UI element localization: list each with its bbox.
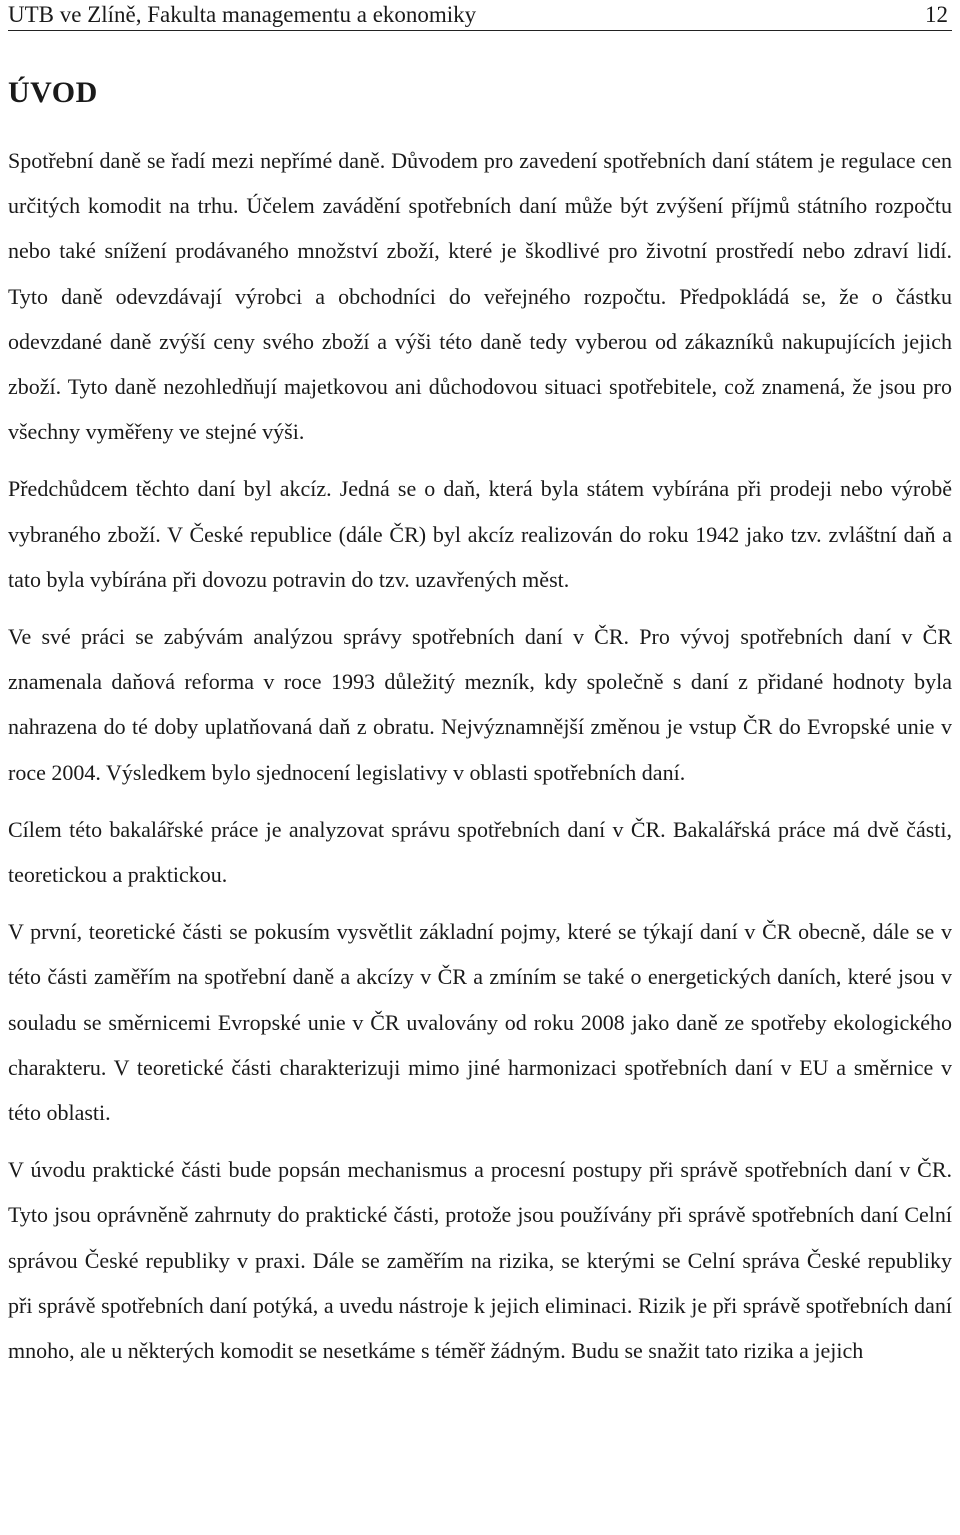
- page-number: 12: [925, 2, 948, 27]
- paragraph-4: Cílem této bakalářské práce je analyzovat správu spotřebních daní v ČR. Bakalářská práce má dvě části, teoretickou a praktickou.: [8, 816, 952, 888]
- paragraph-6: V úvodu praktické části bude popsán mechanismus a procesní postupy při správě spotřebních daní v ČR. Tyto jsou oprávněně zahrnuty do praktické části, protože jsou používány při správě spotřebních daní Celní správou České republiky v praxi. Dále se zaměřím na rizika, se kterými se Celní správa České republiky při správě spotřebních daní potýká, a uvedu nástroje k jejich eliminaci. Rizik je při správě spotřebních daní mnoho, ale u některých komodit se nesetkáme s téměř žádným. Budu se snažit tato rizika a jejich: [8, 1157, 952, 1364]
- page-header: [8, 0, 952, 31]
- paragraph-5: V první, teoretické části se pokusím vysvětlit základní pojmy, které se týkají daní v ČR obecně, dále se v této části zaměřím na spotřební daně a akcízy v ČR a zmíním se také o energetických daních, které jsou v souladu se směrnicemi Evropské unie v ČR uvalovány od roku 2008 jako daně ze spotřeby ekologického charakteru. V teoretické části charakterizuji mimo jiné harmonizaci spotřebních daní v EU a směrnice v této oblasti.: [8, 919, 952, 1126]
- body-text: [8, 138, 952, 1385]
- paragraph-3: Ve své práci se zabývám analýzou správy spotřebních daní v ČR. Pro vývoj spotřebních daní v ČR znamenala daňová reforma v roce 1993 důležitý mezník, kdy společně s daní z přidané hodnoty byla nahrazena do té doby uplatňovaná daň z obratu. Nejvýznamnější změnou je vstup ČR do Evropské unie v roce 2004. Výsledkem bylo sjednocení legislativy v oblasti spotřebních daní.: [8, 624, 952, 785]
- header-title: UTB ve Zlíně, Fakulta managementu a ekonomiky: [8, 2, 477, 27]
- paragraph-2: Předchůdcem těchto daní byl akcíz. Jedná se o daň, která byla státem vybírána při prodeji nebo výrobě vybraného zboží. V České republice (dále ČR) byl akcíz realizován do roku 1942 jako tzv. zvláštní daň a tato byla vybírána při dovozu potravin do tzv. uzavřených měst.: [8, 476, 952, 592]
- paragraph-1: Spotřební daně se řadí mezi nepřímé daně. Důvodem pro zavedení spotřebních daní státem je regulace cen určitých komodit na trhu. Účelem zavádění spotřebních daní může být zvýšení příjmů státního rozpočtu nebo také snížení prodávaného množství zboží, které je škodlivé pro životní prostředí nebo zdraví lidí. Tyto daně odevzdávají výrobci a obchodníci do veřejného rozpočtu. Předpokládá se, že o částku odevzdané daně zvýší ceny svého zboží a výši této daně tedy vyberou od zákazníků nakupujících jejich zboží. Tyto daně nezohledňují majetkovou ani důchodovou situaci spotřebitele, což znamená, že jsou pro všechny vyměřeny ve stejné výši.: [8, 148, 952, 445]
- section-heading: ÚVOD: [8, 76, 98, 109]
